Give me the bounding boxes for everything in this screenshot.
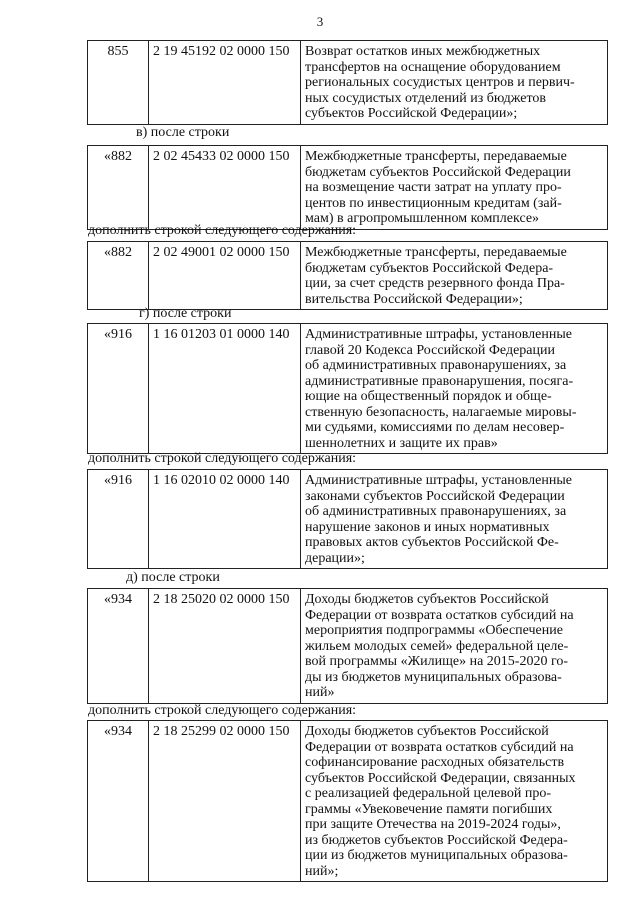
- kbk-code-cell: 1 16 02010 02 0000 140: [149, 470, 301, 569]
- description-cell: [301, 324, 608, 454]
- description-cell: [301, 589, 608, 704]
- description-cell: [301, 146, 608, 230]
- description-line: вой программы «Жилище» на 2015-2020 го-: [305, 654, 569, 669]
- table-row: [87, 40, 608, 125]
- description-cell: [301, 242, 608, 310]
- description-line: субъектов Российской Федерации, связанных: [305, 770, 576, 786]
- description-line: на возмещение части затрат на уплату про-: [305, 180, 562, 195]
- description-line: ний»: [305, 685, 335, 700]
- description-line: нарушение законов и иных нормативных: [305, 519, 550, 535]
- code-cell: «882: [88, 146, 149, 230]
- kbk-code-cell: 2 19 45192 02 0000 150: [149, 41, 301, 125]
- description-line: из бюджетов субъектов Российской Федера-: [305, 832, 568, 848]
- code-cell: 855: [88, 41, 149, 125]
- section-label: д) после строки: [126, 570, 220, 585]
- code-cell: «916: [88, 324, 149, 454]
- description-line: дерации»;: [305, 550, 365, 566]
- description-line: об административных правонарушениях, за: [305, 358, 567, 373]
- description-line: шеннолетних и защите их прав»: [305, 435, 498, 451]
- table-row: [87, 241, 608, 310]
- description-line: софинансирование расходных обязательств: [305, 755, 565, 770]
- description-line: административные правонарушения, посяга-: [305, 373, 574, 389]
- description-line: Административные штрафы, установленные: [305, 473, 572, 488]
- kbk-code-cell: 2 02 49001 02 0000 150: [149, 242, 301, 310]
- description-line: Административные штрафы, установленные: [305, 327, 572, 342]
- description-line: ющие на общественный порядок и обще-: [305, 389, 552, 404]
- section-label: в) после строки: [136, 125, 230, 140]
- description-line: законами субъектов Российской Федерации: [305, 488, 565, 504]
- description-line: Доходы бюджетов субъектов Российской: [305, 724, 549, 739]
- description-line: ми судьями, комиссиями по делам несовер-: [305, 420, 565, 435]
- description-line: ственную безопасность, налагаемые мировы-: [305, 404, 577, 420]
- code-cell: «934: [88, 721, 149, 882]
- description-line: бюджетам субъектов Российской Федерации: [305, 164, 571, 180]
- description-line: при защите Отечества на 2019-2024 годы»,: [305, 817, 561, 832]
- description-line: бюджетам субъектов Российской Федера-: [305, 260, 554, 276]
- description-line: субъектов Российской Федерации»;: [305, 106, 518, 121]
- page-number: 3: [316, 14, 324, 29]
- description-line: ных сосудистых отделений из бюджетов: [305, 90, 546, 106]
- description-line: мам) в агропромышленном комплексе»: [305, 211, 540, 226]
- description-line: с реализацией федеральной целевой про-: [305, 786, 552, 801]
- description-cell: [301, 470, 608, 569]
- description-line: ний»;: [305, 863, 339, 879]
- description-line: главой 20 Кодекса Российской Федерации: [305, 342, 555, 358]
- description-cell: [301, 41, 608, 125]
- description-line: Федерации от возврата остатков субсидий на: [305, 739, 574, 755]
- description-line: Межбюджетные трансферты, передаваемые: [305, 245, 567, 260]
- section-label: дополнить строкой следующего содержания:: [88, 223, 357, 238]
- table-row: [87, 469, 608, 569]
- table-row: [87, 323, 608, 454]
- description-line: Федерации от возврата остатков субсидий на: [305, 607, 574, 623]
- code-cell: «916: [88, 470, 149, 569]
- description-line: ции из бюджетов муниципальных образова-: [305, 848, 568, 863]
- description-line: граммы «Увековечение памяти погибших: [305, 801, 553, 817]
- description-line: трансфертов на оснащение оборудованием: [305, 59, 561, 75]
- description-line: ды из бюджетов муниципальных образова-: [305, 669, 562, 685]
- description-line: региональных сосудистых центров и первич-: [305, 75, 575, 90]
- kbk-code-cell: 2 02 45433 02 0000 150: [149, 146, 301, 230]
- table-row: [87, 145, 608, 230]
- kbk-code-cell: 2 18 25299 02 0000 150: [149, 721, 301, 882]
- description-line: об административных правонарушениях, за: [305, 504, 567, 519]
- kbk-code-cell: 1 16 01203 01 0000 140: [149, 324, 301, 454]
- description-cell: [301, 721, 608, 882]
- table-row: [87, 588, 608, 704]
- description-line: жильем молодых семей» федеральной целе-: [305, 638, 569, 654]
- description-line: ции, за счет средств резервного фонда Пра-: [305, 276, 565, 291]
- code-cell: «882: [88, 242, 149, 310]
- section-label: дополнить строкой следующего содержания:: [88, 703, 357, 718]
- table-row: [87, 720, 608, 882]
- section-label: г) после строки: [139, 306, 232, 321]
- description-line: вительства Российской Федерации»;: [305, 291, 523, 307]
- code-cell: «934: [88, 589, 149, 704]
- description-line: центов по инвестиционным кредитам (зай-: [305, 195, 562, 211]
- description-line: мероприятия подпрограммы «Обеспечение: [305, 623, 563, 638]
- description-line: Доходы бюджетов субъектов Российской: [305, 592, 549, 607]
- description-line: правовых актов субъектов Российской Фе-: [305, 535, 559, 550]
- kbk-code-cell: 2 18 25020 02 0000 150: [149, 589, 301, 704]
- description-line: Возврат остатков иных межбюджетных: [305, 44, 541, 59]
- section-label: дополнить строкой следующего содержания:: [88, 451, 357, 466]
- description-line: Межбюджетные трансферты, передаваемые: [305, 149, 567, 164]
